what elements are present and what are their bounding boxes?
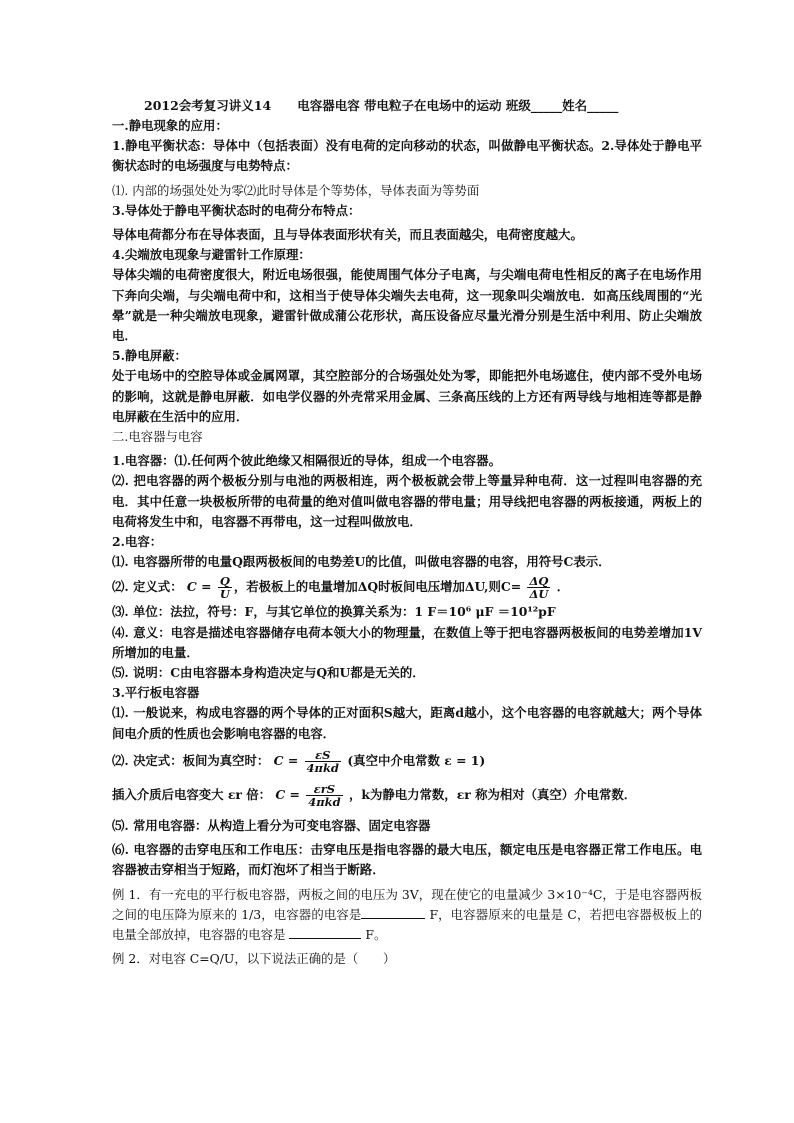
title-lecture: 2012会考复习讲义14 (144, 98, 272, 113)
determining-formula-line: ⑵. 决定式：板间为真空时： C = $\frac{\varepsilon S}{\text{4πkd}}$ (真空中介电常数 ε = 1) (112, 747, 486, 775)
fraction-es-over-4pikd: $\frac{\varepsilon S}{\text{4πkd}}$ (306, 747, 339, 775)
section-2-heading: 二.电容器与电容 (112, 429, 203, 445)
s2-paragraph-7: ⑷. 意义：电容是描述电容器储存电荷本领大小的物理量，在数值上等于把电容器两极板间的电势差增加1V所增加的电量． (112, 624, 702, 660)
answer-blank-1[interactable] (361, 906, 425, 919)
title-topic: 电容器电容 带电粒子在电场中的运动 班级_____姓名_____ (297, 98, 619, 113)
s2-paragraph-13: ⑸. 常用电容器：从构造上看分为可变电容器、固定电容器 (112, 817, 431, 833)
s2-paragraph-4: ⑴. 电容器所带的电量Q跟两极板间的电势差U的比值，叫做电容器的电容，用符号C表示． (112, 554, 611, 570)
example-1: 例 1．有一充电的平行板电容器，两板之间的电压为 3V，现在使它的电量减少 3×10⁻⁴C，于是电容器两板之间的电压降为原来的 1/3，电容器的电容是 F，电容器原来的电量是 C，若把电容器极板上的电量全部放掉，电容器的电容是 F。 (112, 886, 702, 942)
definition-formula-line: ⑵. 定义式： C = $\frac{Q}{U}$ ，若极板上的电量增加ΔQ时板间电压增加ΔU,则C= $\frac{\Delta Q}{\Delta U}$ ． (112, 574, 570, 602)
s1-paragraph-5: 4.尖端放电现象与避雷针工作原理： (112, 247, 311, 263)
s1-paragraph-3: 3.导体处于静电平衡状态时的电荷分布特点： (112, 202, 361, 218)
s2-paragraph-6: ⑶. 单位：法拉，符号：F，与其它单位的换算关系为：1 F＝10⁶ μF ＝10¹²pF (112, 604, 556, 620)
document-page (112, 96, 702, 969)
answer-blank-2[interactable] (289, 926, 361, 939)
section-1-heading: 一.静电现象的应用： (112, 118, 228, 133)
page-title (144, 96, 702, 116)
s1-paragraph-6: 导体尖端的电荷密度很大，附近电场很强，能使周围气体分子电离，与尖端电荷电性相反的离子在电场作用下奔向尖端，与尖端电荷中和，这相当于使导体尖端失去电荷，这一现象叫尖端放电．如高压线周围的“光晕”就是一种尖端放电现象，避雷针做成蒲公花形状，高压设备应尽量光滑分别是生活中利用、防止尖端放电． (112, 267, 702, 344)
s2-paragraph-14: ⑹. 电容器的击穿电压和工作电压：击穿电压是指电容器的最大电压，额定电压是电容器正常工作电压。电容器被击穿相当于短路，而灯泡坏了相当于断路． (112, 842, 702, 878)
s2-paragraph-9: 3.平行板电容器 (112, 685, 200, 701)
s2-paragraph-3: 2.电容： (112, 534, 163, 550)
s2-paragraph-8: ⑸. 说明：C由电容器本身构造决定与Q和U都是无关的． (112, 665, 425, 681)
s2-paragraph-10: ⑴. 一般说来，构成电容器的两个导体的正对面积S越大，距离d越小，这个电容器的电容就越大；两个导体间电介质的性质也会影响电容器的电容． (112, 705, 702, 741)
s1-paragraph-4: 导体电荷都分布在导体表面，且与导体表面形状有关，而且表面越尖，电荷密度越大。 (112, 227, 583, 243)
example-2: 例 2．对电容 C=Q/U，以下说法正确的是（ ） (112, 951, 396, 967)
fraction-dq-over-du: $\frac{\Delta Q}{\Delta U}$ (529, 574, 549, 602)
s2-paragraph-1: 1.电容器：⑴.任何两个彼此绝缘又相隔很近的导体，组成一个电容器。 (112, 453, 501, 469)
s2-paragraph-2: ⑵. 把电容器的两个极板分别与电池的两极相连，两个极板就会带上等量异种电荷．这一过程叫电容器的充电．其中任意一块极板所带的电荷量的绝对值叫做电容器的带电量；用导线把电容器的两板接通，两板上的电荷将发生中和，电容器不再带电，这一过程叫做放电． (112, 473, 702, 529)
s1-paragraph-1: 1.静电平衡状态：导体中（包括表面）没有电荷的定向移动的状态，叫做静电平衡状态。2.导体处于静电平衡状态时的电场强度与电势特点： (112, 138, 702, 174)
dielectric-formula-line: 插入介质后电容变大 εr 倍： C = $\frac{\text{εrS}}{\text{4πkd}}$ ，k为静电力常数，εr 称为相对（真空）介电常数． (112, 781, 637, 809)
fraction-q-over-u: $\frac{Q}{U}$ (219, 574, 230, 602)
fraction-ers-over-4pikd: $\frac{\text{εrS}}{\text{4πkd}}$ (308, 781, 341, 809)
s1-paragraph-2: ⑴. 内部的场强处处为零⑵此时导体是个等势体，导体表面为等势面 (112, 182, 480, 198)
s1-paragraph-8: 处于电场中的空腔导体或金属网罩，其空腔部分的合场强处处为零，即能把外电场遮住，使内部不受外电场的影响，这就是静电屏蔽．如电学仪器的外壳常采用金属、三条高压线的上方还有两导线与地相连等都是静电屏蔽在生活中的应用． (112, 368, 702, 424)
s1-paragraph-7: 5.静电屏蔽： (112, 348, 187, 364)
